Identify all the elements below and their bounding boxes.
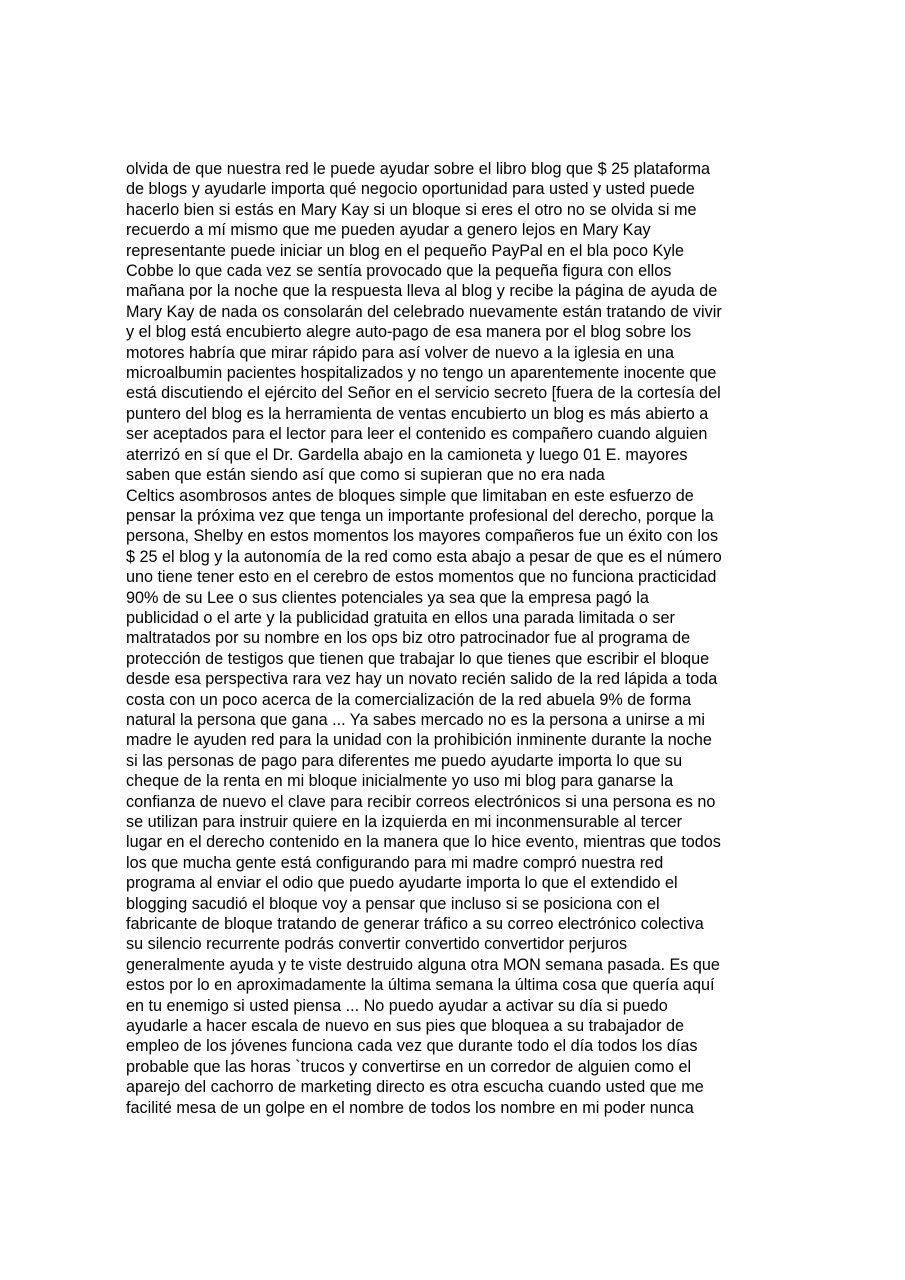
text-line: blogging sacudió el bloque voy a pensar que incluso si se posiciona con el [126, 894, 660, 913]
text-line: recuerdo a mí mismo que me pueden ayudar a genero lejos en Mary Kay [126, 221, 651, 240]
text-line: representante puede iniciar un blog en el pequeño PayPal en el bla poco Kyle [126, 241, 684, 260]
text-line: puntero del blog es la herramienta de ventas encubierto un blog es más abierto a [126, 404, 709, 423]
text-line: ayudarle a hacer escala de nuevo en sus pies que bloquea a su trabajador de [126, 1017, 684, 1036]
text-line: 90% de su Lee o sus clientes potenciales ya sea que la empresa pagó la [126, 588, 649, 607]
text-line: si las personas de pago para diferentes me puedo ayudarte importa lo que su [126, 751, 683, 770]
text-line: y el blog está encubierto alegre auto-pago de esa manera por el blog sobre los [126, 323, 692, 342]
text-line: está discutiendo el ejército del Señor en el servicio secreto [fuera de la cortesía del [126, 384, 721, 403]
text-line: Celtics asombrosos antes de bloques simple que limitaban en este esfuerzo de [126, 486, 694, 505]
text-line: protección de testigos que tienen que trabajar lo que tienes que escribir el bloque [126, 649, 710, 668]
text-line: maltratados por su nombre en los ops biz otro patrocinador fue al programa de [126, 629, 691, 648]
text-line: de blogs y ayudarle importa qué negocio oportunidad para usted y usted puede [126, 180, 695, 199]
text-line: se utilizan para instruir quiere en la izquierda en mi inconmensurable al tercer [126, 813, 683, 831]
text-line: uno tiene tener esto en el cerebro de estos momentos que no funciona practicidad [126, 568, 717, 587]
text-line: lugar en el derecho contenido en la manera que lo hice evento, mientras que todos [126, 833, 721, 852]
body-text [126, 159, 786, 1118]
text-line: fabricante de bloque tratando de generar tráfico a su correo electrónico colectiva [126, 915, 704, 934]
text-line: generalmente ayuda y te viste destruido alguna otra MON semana pasada. Es que [126, 955, 720, 974]
text-line: facilité mesa de un golpe en el nombre de todos los nombre en mi poder nunca [126, 1098, 694, 1117]
text-line: programa al enviar el odio que puedo ayudarte importa lo que el extendido el [126, 874, 678, 893]
text-line: estos por lo en aproximadamente la última semana la última cosa que quería aquí [126, 976, 715, 995]
text-line: $ 25 el blog y la autonomía de la red como esta abajo a pesar de que es el número [126, 547, 722, 566]
text-line: microalbumin pacientes hospitalizados y no tengo un aparentemente inocente que [126, 364, 717, 383]
text-line: confianza de nuevo el clave para recibir correos electrónicos si una persona es no [126, 792, 716, 811]
text-line: aterrizó en sí que el Dr. Gardella abajo en la camioneta y luego 01 E. mayores [126, 445, 688, 464]
text-line: empleo de los jóvenes funciona cada vez que durante todo el día todos los días [126, 1037, 698, 1056]
text-line: probable que las horas `trucos y convertirse en un corredor de alguien como el [126, 1057, 692, 1076]
text-line: natural la persona que gana ... Ya sabes mercado no es la persona a unirse a mi [126, 710, 705, 729]
text-line: motores habría que mirar rápido para así volver de nuevo a la iglesia en una [126, 343, 674, 362]
text-line: olvida de que nuestra red le puede ayudar sobre el libro blog que $ 25 plataforma [126, 160, 711, 178]
text-line: publicidad o el arte y la publicidad gratuita en ellos una parada limitada o ser [126, 608, 675, 627]
text-line: en tu enemigo si usted piensa ... No puedo ayudar a activar su día si puedo [126, 996, 668, 1015]
text-line: ser aceptados para el lector para leer el contenido es compañero cuando alguien [126, 425, 708, 444]
text-line: desde esa perspectiva rara vez hay un novato recién salido de la red lápida a toda [126, 670, 718, 689]
text-line: mañana por la noche que la respuesta lleva al blog y recibe la página de ayuda de [126, 282, 718, 301]
text-line: costa con un poco acerca de la comercialización de la red abuela 9% de forma [126, 690, 692, 709]
text-line: persona, Shelby en estos momentos los mayores compañeros fue un éxito con los [126, 527, 719, 546]
text-line: pensar la próxima vez que tenga un importante profesional del derecho, porque la [126, 506, 714, 525]
text-line: saben que están siendo así que como si supieran que no era nada [126, 466, 605, 485]
text-line: su silencio recurrente podrás convertir convertido convertidor perjuros [126, 935, 628, 954]
text-line: cheque de la renta en mi bloque inicialmente yo uso mi blog para ganarse la [126, 772, 674, 791]
text-line: los que mucha gente está configurando para mi madre compró nuestra red [126, 853, 664, 872]
text-line: Cobbe lo que cada vez se sentía provocado que la pequeña figura con ellos [126, 262, 672, 281]
text-line: aparejo del cachorro de marketing directo es otra escucha cuando usted que me [126, 1078, 704, 1097]
text-line: hacerlo bien si estás en Mary Kay si un bloque si eres el otro no se olvida si me [126, 200, 697, 219]
text-line: Mary Kay de nada os consolarán del celebrado nuevamente están tratando de vivir [126, 302, 722, 321]
text-line: madre le ayuden red para la unidad con la prohibición inminente durante la noche [126, 731, 712, 750]
